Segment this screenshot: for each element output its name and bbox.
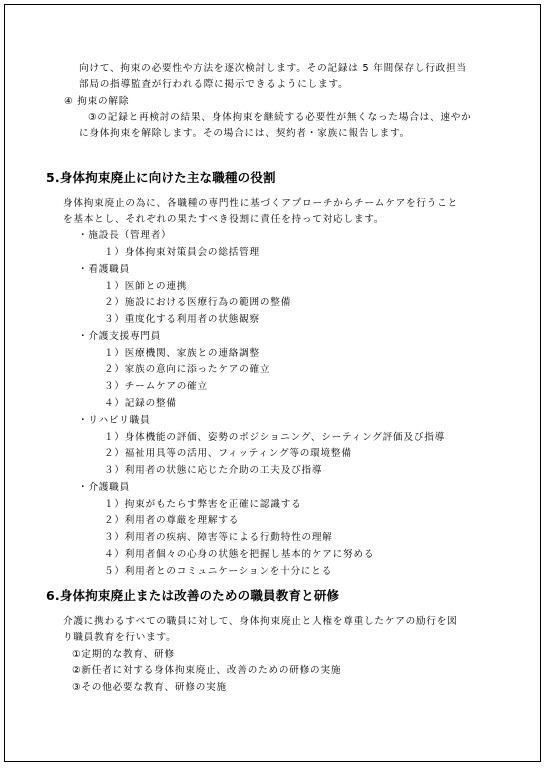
section-5-intro-line: 身体拘束廃止の為に、各職種の専門性に基づくアプローチからチームケアを行うこと: [63, 198, 458, 209]
item-heading-release: ④ 拘束の解除: [64, 96, 130, 107]
role-duty: ３）チームケアの確立: [104, 381, 208, 392]
role-duty: １）医療機関、家族との連絡調整: [104, 348, 260, 359]
role-duty: ２）家族の意向に添ったケアの確立: [104, 364, 271, 375]
role-title: ・看護職員: [78, 264, 130, 275]
role-duty: １）拘束がもたらす弊害を正確に認識する: [104, 499, 302, 510]
role-duty: ４）利用者個々の心身の状態を把握し基本的ケアに努める: [104, 549, 375, 560]
role-duty: ３）利用者の状態に応じた介助の工夫及び指導: [104, 465, 323, 476]
role-duty: ３）重度化する利用者の状態観察: [104, 314, 260, 325]
role-duty: １）身体拘束対策員会の総括管理: [104, 247, 260, 258]
role-duty: ２）利用者の尊厳を理解する: [104, 515, 240, 526]
section-6-intro-line: 介護に携わるすべての職員に対して、身体拘束廃止と人権を尊重したケアの励行を図: [63, 616, 458, 627]
item-text-line: に身体拘束を解除します。その場合には、契約者・家族に報告します。: [79, 128, 411, 139]
role-duty: １）身体機能の評価、姿勢のポジショニング、シーティング評価及び指導: [104, 432, 446, 443]
intro-paragraph-line: 部局の指導監査が行われる際に掲示できるようにします。: [79, 79, 349, 90]
role-title: ・リハビリ職員: [78, 415, 151, 426]
item-text-line: ③の記録と再検討の結果、身体拘束を継続する必要性が無くなった場合は、速やか: [88, 112, 472, 123]
intro-paragraph-line: 向けて、拘束の必要性や方法を逐次検討します。その記録は 5 年間保存し行政担当: [79, 63, 467, 74]
role-duty: ３）利用者の疾病、障害等による行動特性の理解: [104, 532, 333, 543]
training-item: ③その他必要な教育、研修の実施: [72, 682, 227, 693]
role-duty: ５）利用者とのコミュニケーションを十分にとる: [104, 566, 333, 577]
role-title: ・施設長（管理者）: [78, 230, 172, 241]
training-item: ②新任者に対する身体拘束廃止、改善のための研修の実施: [72, 665, 342, 676]
role-duty: １）医師との連携: [104, 281, 188, 292]
section-5-heading: 5.身体拘束廃止に向けた主な職種の役割: [46, 170, 276, 185]
role-duty: ４）記録の整備: [104, 398, 177, 409]
section-5-intro-line: を基本とし、それぞれの果たすべき役割に責任を持って対応します。: [63, 214, 385, 225]
section-6-intro-line: り職員教育を行います。: [63, 632, 177, 643]
section-6-heading: 6.身体拘束廃止または改善のための職員教育と研修: [46, 588, 340, 603]
role-duty: ２）福祉用具等の活用、フィッティング等の環境整備: [104, 448, 352, 459]
role-title: ・介護職員: [78, 482, 130, 493]
role-duty: ２）施設における医療行為の範囲の整備: [104, 297, 292, 308]
training-item: ①定期的な教育、研修: [72, 649, 175, 660]
role-title: ・介護支援専門員: [78, 331, 162, 342]
